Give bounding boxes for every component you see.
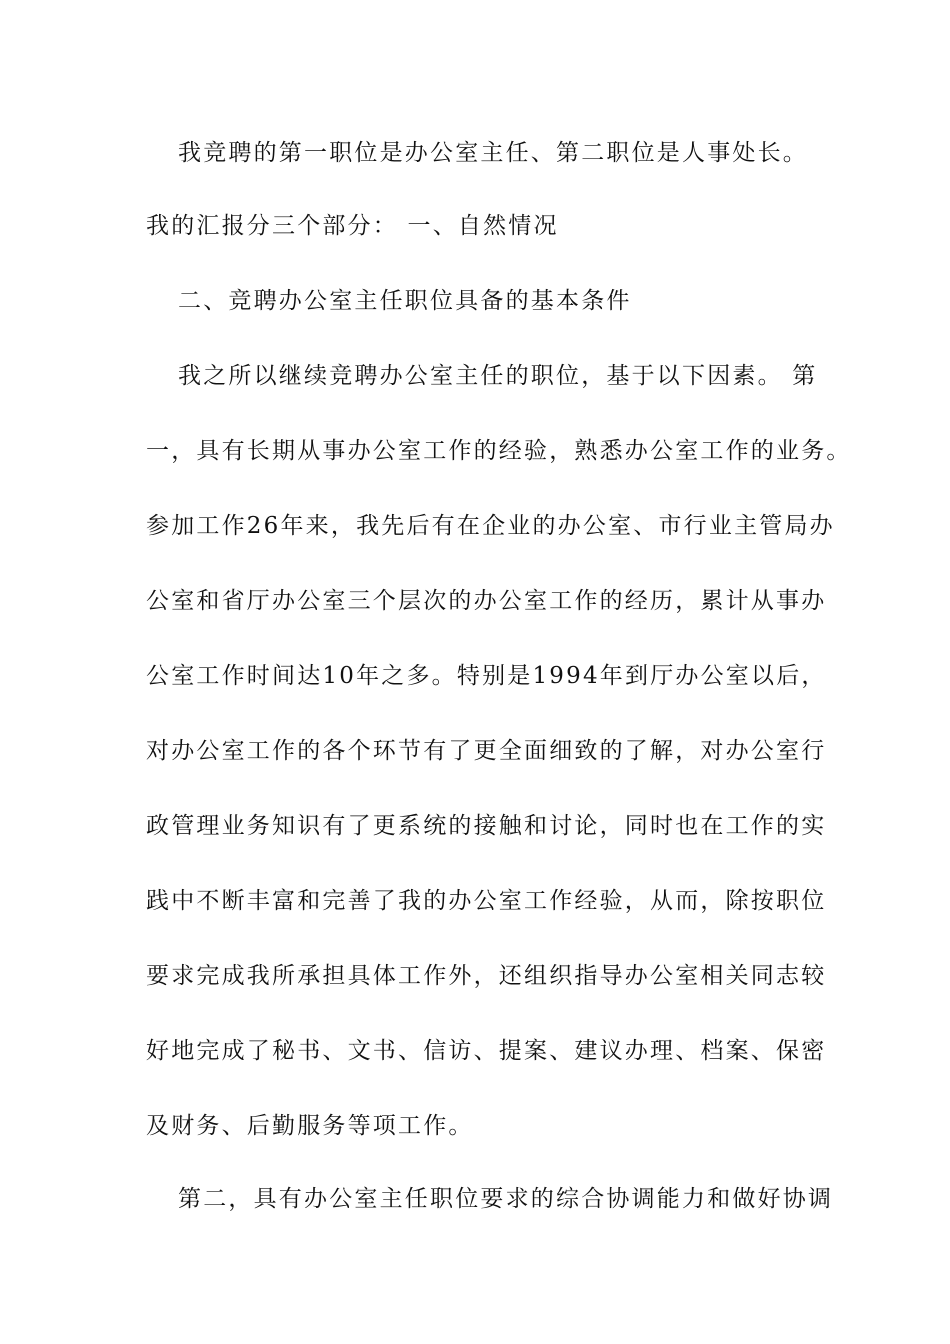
text-line-14: 及财务、后勤服务等项工作。 bbox=[146, 1113, 474, 1139]
text-line-1: 我竞聘的第一职位是办公室主任、第二职位是人事处长。 bbox=[178, 140, 808, 166]
text-line-13: 好地完成了秘书、文书、信访、提案、建议办理、档案、保密 bbox=[146, 1038, 827, 1064]
text-line-10: 政管理业务知识有了更系统的接触和讨论，同时也在工作的实 bbox=[146, 813, 827, 839]
text-line-4: 我之所以继续竞聘办公室主任的职位，基于以下因素。 第 bbox=[178, 363, 818, 389]
text-line-8: 公室工作时间达10年之多。特别是1994年到厅办公室以后， bbox=[146, 663, 827, 689]
text-line-3: 二、竞聘办公室主任职位具备的基本条件 bbox=[178, 288, 632, 314]
text-line-5: 一，具有长期从事办公室工作的经验，熟悉办公室工作的业务。 bbox=[146, 438, 852, 464]
text-line-15: 第二，具有办公室主任职位要求的综合协调能力和做好协调 bbox=[178, 1186, 834, 1212]
text-line-6: 参加工作26年来，我先后有在企业的办公室、市行业主管局办 bbox=[146, 513, 835, 539]
text-line-12: 要求完成我所承担具体工作外，还组织指导办公室相关同志较 bbox=[146, 963, 827, 989]
text-line-9: 对办公室工作的各个环节有了更全面细致的了解，对办公室行 bbox=[146, 738, 827, 764]
text-line-2: 我的汇报分三个部分： 一、自然情况 bbox=[146, 213, 559, 239]
text-line-11: 践中不断丰富和完善了我的办公室工作经验，从而，除按职位 bbox=[146, 888, 827, 914]
text-line-7: 公室和省厅办公室三个层次的办公室工作的经历，累计从事办 bbox=[146, 588, 827, 614]
